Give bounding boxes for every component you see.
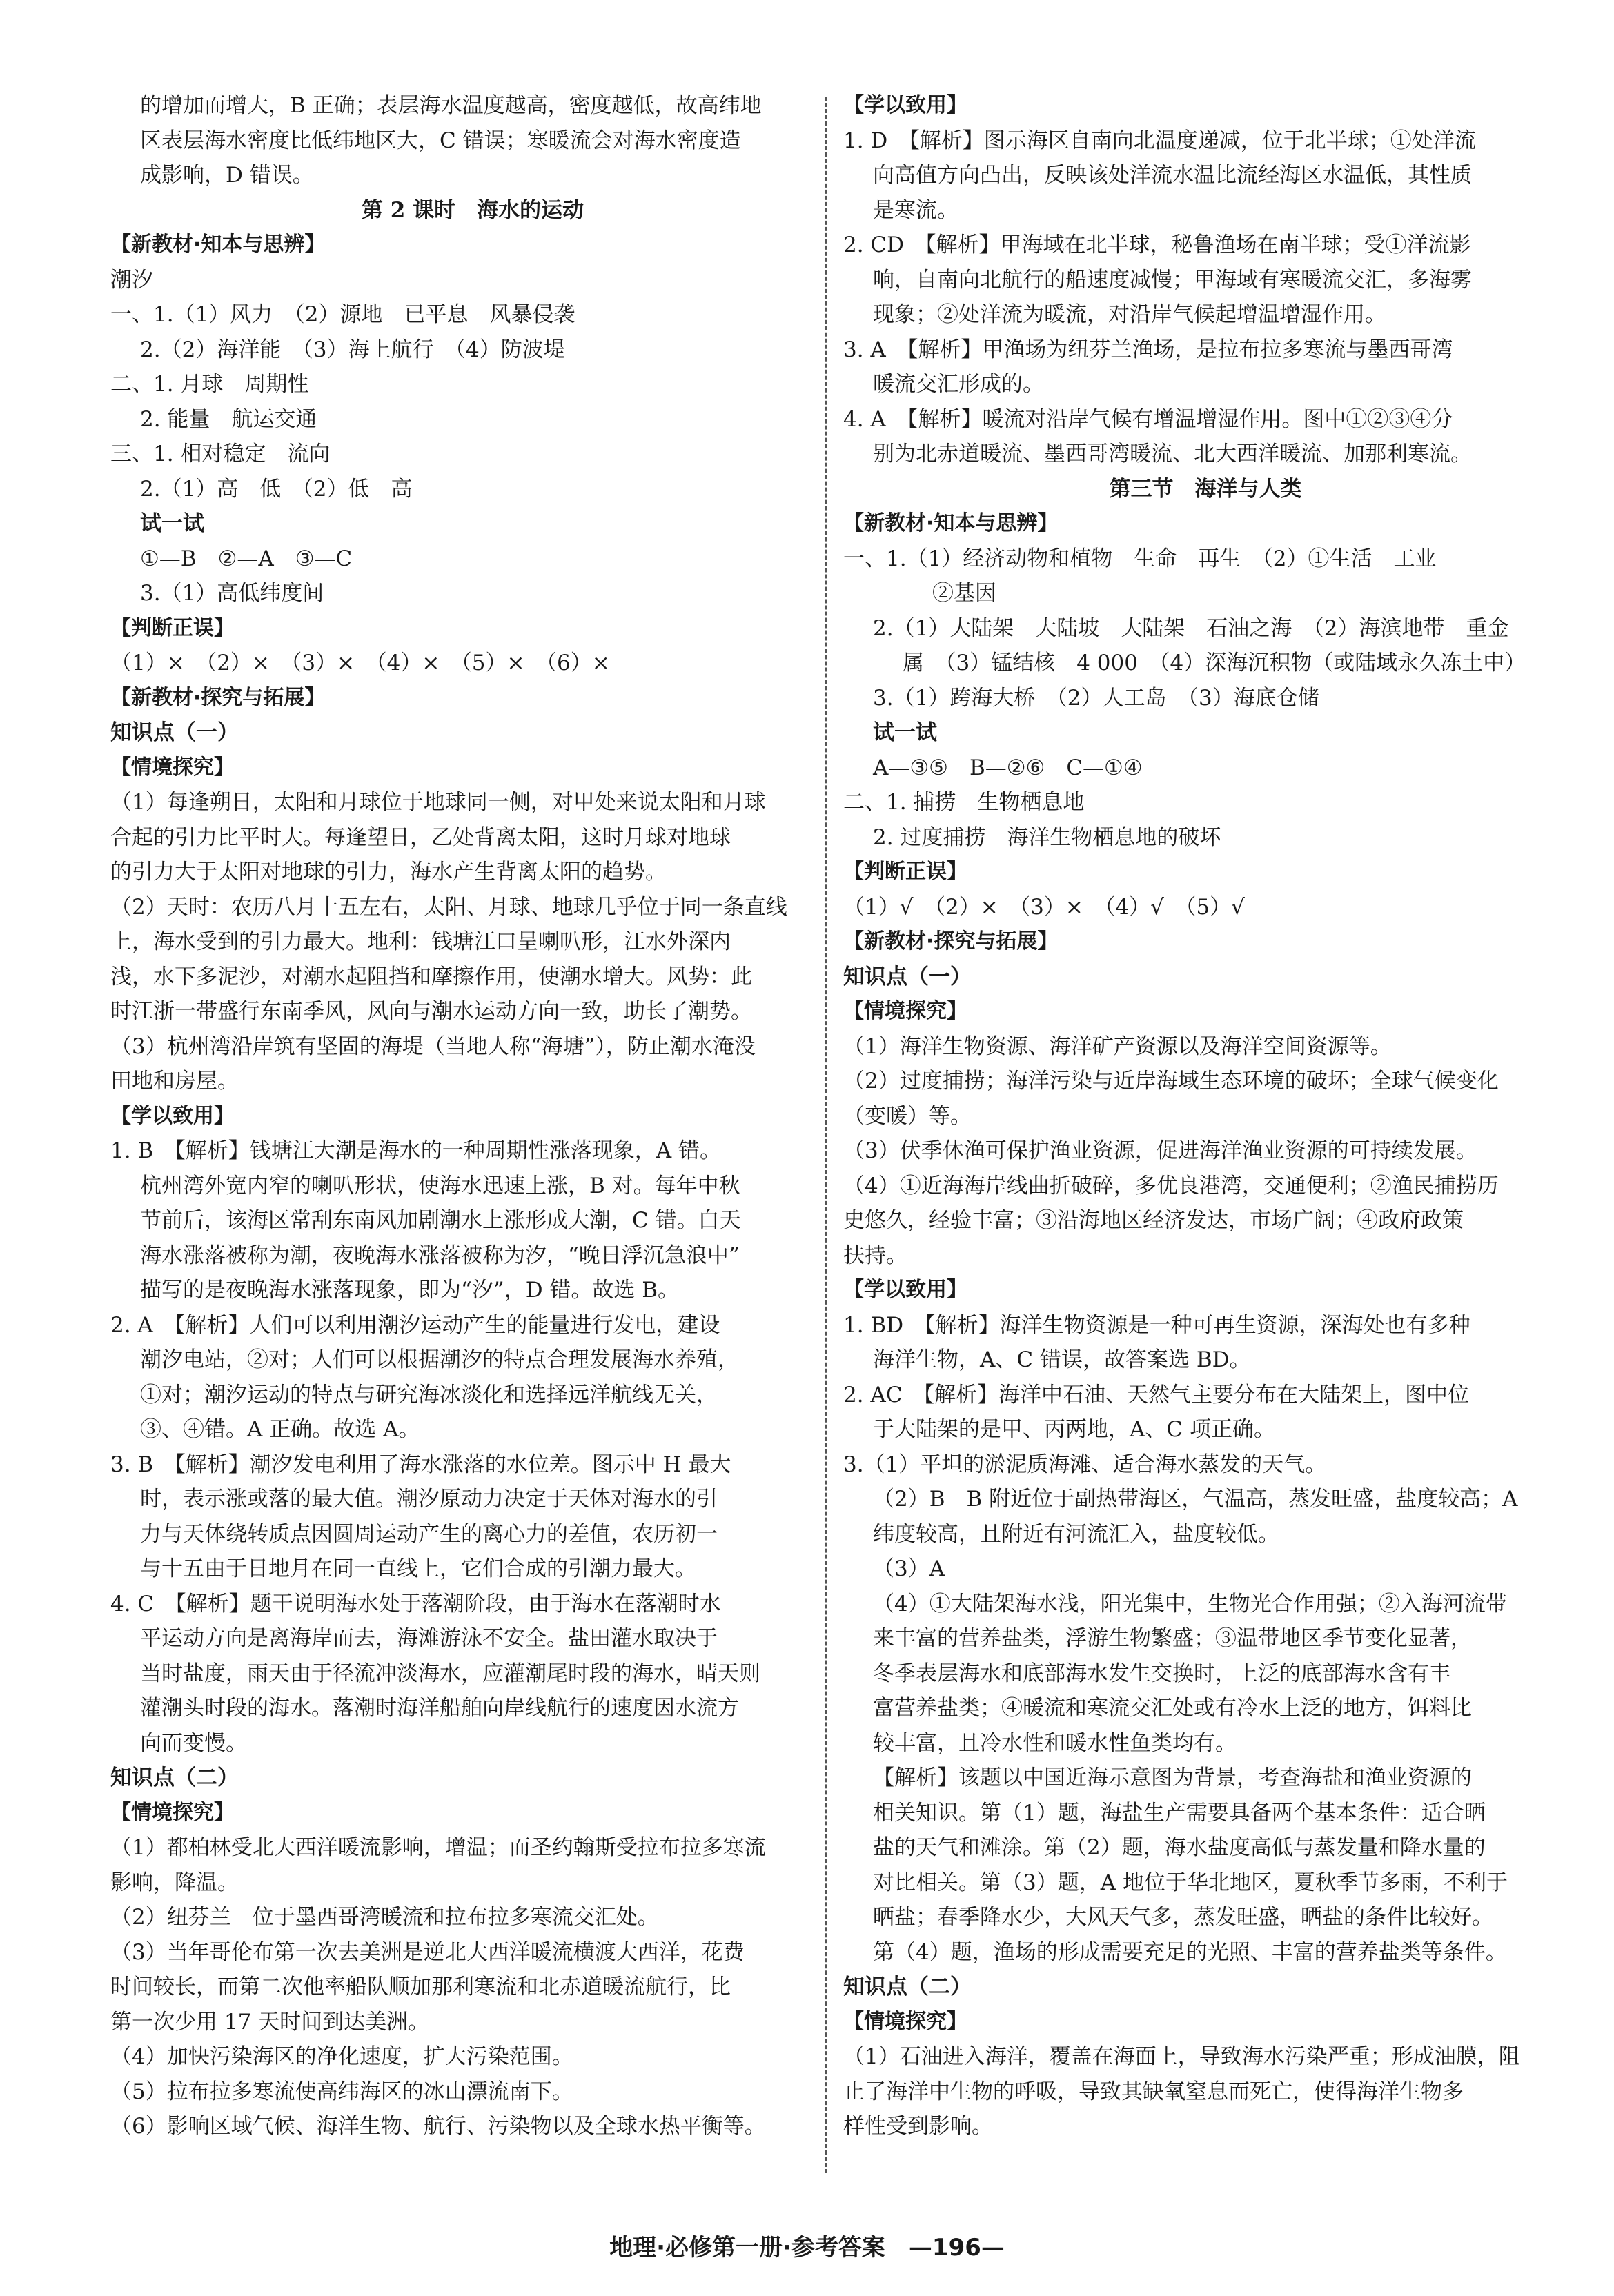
- column-divider: [825, 97, 827, 2173]
- right-text-line: 3.（1）跨海大桥 （2）人工岛 （3）海底仓储: [873, 685, 1319, 711]
- left-text-line: 3.（1）高低纬度间: [140, 581, 324, 606]
- right-text-line: 相关知识。第（1）题，海盐生产需要具备两个基本条件：适合晒: [873, 1800, 1486, 1825]
- right-text-line: （3）伏季休渔可保护渔业资源，促进海洋渔业资源的可持续发展。: [843, 1138, 1477, 1163]
- left-text-line: 潮汐电站，②对；人们可以根据潮汐的特点合理发展海水养殖，: [140, 1347, 739, 1372]
- right-text-line: 【学以致用】: [843, 1278, 967, 1302]
- right-text-line: 2.（1）大陆架 大陆坡 大陆架 石油之海 （2）海滨地带 重金: [873, 615, 1509, 641]
- left-text-line: （4）加快污染海区的净化速度，扩大污染范围。: [110, 2044, 573, 2069]
- left-text-line: 二、1. 月球 周期性: [110, 372, 309, 397]
- right-text-line: （1）石油进入海洋，覆盖在海面上，导致海水污染严重；形成油膜，阻: [843, 2044, 1520, 2069]
- right-text-line: 2. 过度捕捞 海洋生物栖息地的破坏: [873, 824, 1221, 850]
- left-text-line: 时间较长，而第二次他率船队顺加那利寒流和北赤道暖流航行，比: [110, 1975, 731, 1999]
- left-text-line: （3）当年哥伦布第一次去美洲是逆北大西洋暖流横渡大西洋，花费: [110, 1939, 745, 1965]
- right-text-line: 于大陆架的是甲、丙两地，A、C 项正确。: [873, 1417, 1275, 1442]
- left-text-line: 知识点（二）: [110, 1765, 239, 1790]
- left-text-line: 三、1. 相对稳定 流向: [110, 442, 331, 466]
- right-text-line: 样性受到影响。: [843, 2114, 993, 2139]
- right-text-line: 晒盐；春季降水少，大风天气多，蒸发旺盛，晒盐的条件比较好。: [873, 1905, 1493, 1930]
- left-text-line: 【新教材·探究与拓展】: [110, 685, 326, 710]
- left-text-line: 杭州湾外宽内窄的喇叭形状，使海水迅速上涨，B 对。每年中秋: [140, 1173, 740, 1198]
- left-text-line: 平运动方向是离海岸而去，海滩游泳不安全。盐田灌水取决于: [140, 1626, 718, 1651]
- left-text-line: 浅，水下多泥沙，对潮水起阻挡和摩擦作用，使潮水增大。风势：此: [110, 964, 752, 989]
- right-text-line: 对比相关。第（3）题，A 地位于华北地区，夏秋季节多雨，不利于: [873, 1870, 1508, 1895]
- left-text-line: 影响，降温。: [110, 1870, 239, 1895]
- left-text-line: 的增加而增大，B 正确；表层海水温度越高，密度越低，故高纬地: [140, 93, 762, 118]
- left-text-line: （1）都柏林受北大西洋暖流影响，增温；而圣约翰斯受拉布拉多寒流: [110, 1835, 766, 1860]
- left-text-line: 田地和房屋。: [110, 1069, 239, 1093]
- right-text-line: （1）海洋生物资源、海洋矿产资源以及海洋空间资源等。: [843, 1033, 1392, 1059]
- left-text-line: （1）× （2）× （3）× （4）× （5）× （6）×: [110, 651, 610, 675]
- right-text-line: 现象；②处洋流为暖流，对沿岸气候起增温增湿作用。: [873, 302, 1386, 327]
- left-text-line: （1）每逢朔日，太阳和月球位于地球同一侧，对甲处来说太阳和月球: [110, 790, 766, 815]
- left-text-line: ③、④错。A 正确。故选 A。: [140, 1417, 420, 1442]
- right-text-line: 冬季表层海水和底部海水发生交换时，上泛的底部海水含有丰: [873, 1661, 1450, 1686]
- right-text-line: （1）√ （2）× （3）× （4）√ （5）√: [843, 894, 1245, 920]
- left-text-line: 力与天体绕转质点因圆周运动产生的离心力的差值，农历初一: [140, 1521, 718, 1547]
- right-text-line: （2）B B 附近位于副热带海区，气温高，蒸发旺盛，盐度较高；A: [873, 1487, 1518, 1512]
- right-text-line: 扶持。: [843, 1243, 907, 1268]
- left-text-line: 一、1.（1）风力 （2）源地 已平息 风暴侵袭: [110, 302, 575, 327]
- left-text-line: 第一次少用 17 天时间到达美洲。: [110, 2009, 430, 2035]
- right-text-line: （4）①大陆架海水浅，阳光集中，生物光合作用强；②入海河流带: [873, 1591, 1507, 1616]
- right-text-line: 属 （3）锰结核 4 000 （4）深海沉积物（或陆域永久冻土中）: [903, 651, 1526, 675]
- right-text-line: （4）①近海海岸线曲折破碎，多优良港湾，交通便利；②渔民捕捞历: [843, 1173, 1499, 1198]
- left-text-line: （3）杭州湾沿岸筑有坚固的海堤（当地人称“海塘”），防止潮水淹没: [110, 1033, 756, 1059]
- right-text-line: 是寒流。: [873, 197, 958, 223]
- left-text-line: ①对；潮汐运动的特点与研究海冰淡化和选择远洋航线无关，: [140, 1382, 718, 1407]
- left-text-line: 知识点（一）: [110, 720, 239, 745]
- right-text-line: 1. BD 【解析】海洋生物资源是一种可再生资源，深海处也有多种: [843, 1312, 1470, 1338]
- right-text-line: 响，自南向北航行的船速度减慢；甲海域有寒暖流交汇，多海雾: [873, 267, 1472, 293]
- left-text-line: 时江浙一带盛行东南季风，风向与潮水运动方向一致，助长了潮势。: [110, 999, 752, 1024]
- left-text-line: （6）影响区域气候、海洋生物、航行、污染物以及全球水热平衡等。: [110, 2114, 766, 2139]
- left-text-line: 区表层海水密度比低纬地区大，C 错误；寒暖流会对海水密度造: [140, 128, 741, 153]
- left-text-line: 当时盐度，雨天由于径流冲淡海水，应灌潮尾时段的海水，晴天则: [140, 1661, 760, 1686]
- left-column: [110, 88, 835, 2144]
- right-text-line: 较丰富，且冷水性和暖水性鱼类均有。: [873, 1730, 1237, 1756]
- left-text-line: 【新教材·知本与思辨】: [110, 232, 326, 257]
- right-text-line: 一、1.（1）经济动物和植物 生命 再生 （2）①生活 工业: [843, 546, 1437, 571]
- right-text-line: 【情境探究】: [843, 2009, 967, 2034]
- left-text-line: 节前后，该海区常刮东南风加剧潮水上涨形成大潮，C 错。白天: [140, 1208, 741, 1233]
- left-text-line: 上，海水受到的引力最大。地利：钱塘江口呈喇叭形，江水外深内: [110, 929, 731, 954]
- right-text-line: 知识点（一）: [843, 964, 972, 989]
- left-text-line: 1. B 【解析】钱塘江大潮是海水的一种周期性涨落现象，A 错。: [110, 1138, 721, 1163]
- left-text-line: 2. 能量 航运交通: [140, 406, 317, 432]
- left-text-line: 【学以致用】: [110, 1103, 235, 1128]
- right-text-line: 【解析】该题以中国近海示意图为背景，考查海盐和渔业资源的: [873, 1765, 1472, 1790]
- right-text-line: 知识点（二）: [843, 1975, 972, 1999]
- left-text-line: （5）拉布拉多寒流使高纬海区的冰山漂流南下。: [110, 2079, 573, 2104]
- left-text-line: 2.（1）高 低 （2）低 高: [140, 476, 413, 502]
- right-text-line: 第三节 海洋与人类: [1109, 476, 1302, 502]
- right-text-line: 【学以致用】: [843, 93, 967, 117]
- left-text-line: 2. A 【解析】人们可以利用潮汐运动产生的能量进行发电，建设: [110, 1312, 720, 1338]
- left-text-line: ①—B ②—A ③—C: [140, 546, 353, 571]
- page-footer: 地理·必修第一册·参考答案 —196—: [609, 2234, 1005, 2262]
- right-text-line: 富营养盐类；④暖流和寒流交汇处或有冷水上泛的地方，饵料比: [873, 1696, 1472, 1721]
- right-text-line: 向高值方向凸出，反映该处洋流水温比流经海区水温低，其性质: [873, 163, 1472, 188]
- left-text-line: 的引力大于太阳对地球的引力，海水产生背离太阳的趋势。: [110, 860, 667, 884]
- left-text-line: 灌潮头时段的海水。落潮时海洋船舶向岸线航行的速度因水流方: [140, 1696, 739, 1721]
- right-text-line: 【判断正误】: [843, 860, 967, 884]
- right-text-line: 【新教材·知本与思辨】: [843, 511, 1059, 535]
- right-text-line: 止了海洋中生物的呼吸，导致其缺氧窒息而死亡，使得海洋生物多: [843, 2079, 1464, 2104]
- right-text-line: 纬度较高，且附近有河流汇入，盐度较低。: [873, 1521, 1279, 1547]
- right-text-line: 来丰富的营养盐类，浮游生物繁盛；③温带地区季节变化显著，: [873, 1626, 1472, 1651]
- right-text-line: 二、1. 捕捞 生物栖息地: [843, 790, 1085, 815]
- right-text-line: 2. CD 【解析】甲海域在北半球，秘鲁渔场在南半球；受①洋流影: [843, 232, 1471, 257]
- left-text-line: 第 2 课时 海水的运动: [361, 197, 584, 223]
- right-text-line: A—③⑤ B—②⑥ C—①④: [873, 755, 1143, 780]
- left-text-line: 【情境探究】: [110, 755, 235, 780]
- right-text-line: （3）A: [873, 1556, 945, 1581]
- right-text-line: （2）过度捕捞；海洋污染与近岸海域生态环境的破坏；全球气候变化: [843, 1069, 1499, 1093]
- left-text-line: 向而变慢。: [140, 1730, 247, 1756]
- right-text-line: 1. D 【解析】图示海区自南向北温度递减，位于北半球；①处洋流: [843, 128, 1476, 153]
- right-text-line: 3. A 【解析】甲渔场为纽芬兰渔场，是拉布拉多寒流与墨西哥湾: [843, 337, 1453, 362]
- left-text-line: 2.（2）海洋能 （3）海上航行 （4）防波堤: [140, 337, 565, 362]
- left-text-line: 海水涨落被称为潮，夜晚海水涨落被称为汐，“晚日浮沉急浪中”: [140, 1243, 740, 1268]
- left-text-line: （2）纽芬兰 位于墨西哥湾暖流和拉布拉多寒流交汇处。: [110, 1905, 659, 1930]
- left-text-line: 3. B 【解析】潮汐发电利用了海水涨落的水位差。图示中 H 最大: [110, 1452, 731, 1477]
- right-column: [843, 88, 1568, 2144]
- left-text-line: 4. C 【解析】题干说明海水处于落潮阶段，由于海水在落潮时水: [110, 1591, 721, 1616]
- left-text-line: 成影响，D 错误。: [140, 163, 314, 188]
- right-text-line: 【新教材·探究与拓展】: [843, 929, 1059, 953]
- left-text-line: 描写的是夜晚海水涨落现象，即为“汐”，D 错。故选 B。: [140, 1278, 680, 1303]
- right-text-line: 暖流交汇形成的。: [873, 372, 1044, 397]
- left-text-line: 合起的引力比平时大。每逢望日，乙处背离太阳，这时月球对地球: [110, 824, 731, 850]
- right-text-line: 3.（1）平坦的淤泥质海滩、适合海水蒸发的天气。: [843, 1452, 1327, 1477]
- right-text-line: 试一试: [873, 720, 937, 745]
- right-text-line: 史悠久，经验丰富；③沿海地区经济发达，市场广阔；④政府政策: [843, 1208, 1464, 1233]
- left-text-line: 【判断正误】: [110, 615, 235, 640]
- left-text-line: 试一试: [140, 511, 204, 536]
- left-text-line: 时，表示涨或落的最大值。潮汐原动力决定于天体对海水的引: [140, 1487, 718, 1512]
- right-text-line: （变暖）等。: [843, 1103, 972, 1129]
- right-text-line: ②基因: [932, 581, 996, 606]
- right-text-line: 别为北赤道暖流、墨西哥湾暖流、北大西洋暖流、加那利寒流。: [873, 442, 1472, 466]
- left-text-line: （2）天时：农历八月十五左右，太阳、月球、地球几乎位于同一条直线: [110, 894, 787, 920]
- right-text-line: 4. A 【解析】暖流对沿岸气候有增温增湿作用。图中①②③④分: [843, 406, 1453, 432]
- left-text-line: 潮汐: [110, 267, 153, 293]
- left-text-line: 【情境探究】: [110, 1800, 235, 1825]
- right-text-line: 2. AC 【解析】海洋中石油、天然气主要分布在大陆架上，图中位: [843, 1382, 1470, 1407]
- right-text-line: 【情境探究】: [843, 999, 967, 1023]
- left-text-line: 与十五由于日地月在同一直线上，它们合成的引潮力最大。: [140, 1556, 696, 1581]
- right-text-line: 盐的天气和滩涂。第（2）题，海水盐度高低与蒸发量和降水量的: [873, 1835, 1486, 1860]
- right-text-line: 第（4）题，渔场的形成需要充足的光照、丰富的营养盐类等条件。: [873, 1939, 1507, 1965]
- right-text-line: 海洋生物，A、C 错误，故答案选 BD。: [873, 1347, 1251, 1372]
